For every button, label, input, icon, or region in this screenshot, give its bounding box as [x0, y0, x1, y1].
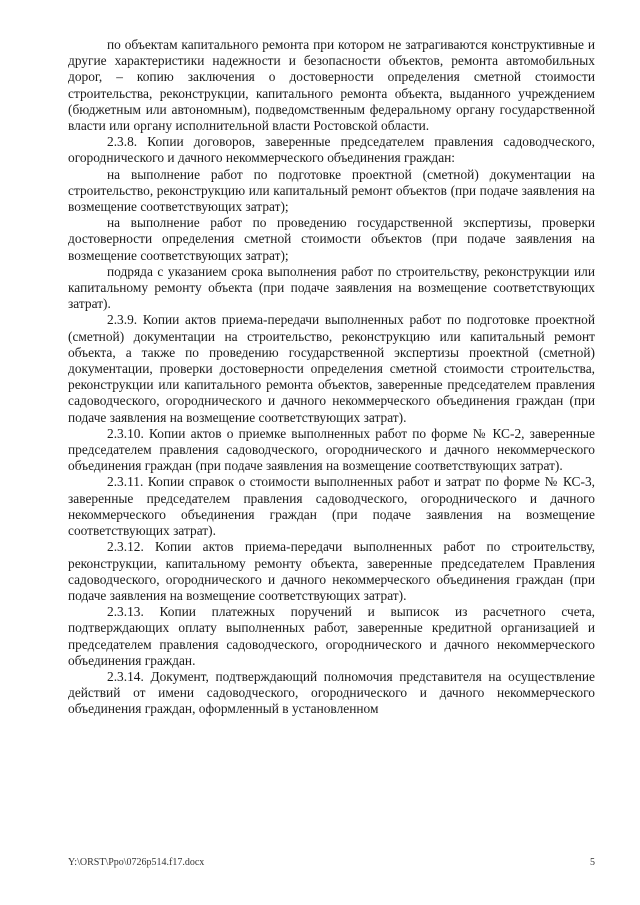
paragraph-2-3-11: 2.3.11. Копии справок о стоимости выполненных работ и затрат по форме № КС-3, заверенные председателем правления садоводческого, огороднического и дачного некоммерческого объединения граждан (при подаче заявления на возмещение соответствующих затрат). [68, 474, 595, 539]
page-number: 5 [590, 857, 595, 868]
paragraph-2-3-8-item-1: на выполнение работ по подготовке проектной (сметной) документации на строительство, реконструкцию или капитальный ремонт объектов (при подаче заявления на возмещение соответствующих затрат); [68, 166, 595, 215]
paragraph-2-3-13: 2.3.13. Копии платежных поручений и выписок из расчетного счета, подтверждающих оплату выполненных работ, заверенные кредитной организацией и председателем правления садоводческого, огороднического и дачного некоммерческого объединения граждан. [68, 604, 595, 668]
footer-file-path: Y:\ORST\Ppo\0726p514.f17.docx [68, 857, 205, 868]
paragraph-2-3-8-item-3: подряда с указанием срока выполнения работ по строительству, реконструкции или капитальному ремонту объекта (при подаче заявления на возмещение соответствующих затрат). [68, 263, 595, 312]
paragraph-2-3-14: 2.3.14. Документ, подтверждающий полномочия представителя на осуществление действий от имени садоводческого, огороднического и дачного некоммерческого объединения граждан, оформленный в установленном [68, 668, 595, 717]
paragraph-2-3-8: 2.3.8. Копии договоров, заверенные председателем правления садоводческого, огороднического и дачного некоммерческого объединения граждан: [68, 134, 595, 166]
paragraph-2-3-10: 2.3.10. Копии актов о приемке выполненных работ по форме № КС-2, заверенные председателем правления садоводческого, огороднического и дачного некоммерческого объединения граждан (при подаче заявления на возмещение соответствующих затрат). [68, 425, 595, 474]
document-body [68, 37, 595, 718]
paragraph-2-3-9: 2.3.9. Копии актов приема-передачи выполненных работ по подготовке проектной (сметной) документации на строительство, реконструкцию или капитальный ремонт объекта, а также по проведению государственной экспертизы проектной (сметной) документации, проверки достоверности определения сметной стоимости строительства, реконструкции или капитального ремонта объектов, заверенные председателем правления садоводческого, огороднического и дачного некоммерческого объединения граждан (при подаче заявления на возмещение соответствующих затрат). [68, 312, 595, 425]
paragraph-2-3-8-item-2: на выполнение работ по проведению государственной экспертизы, проверки достоверности определения сметной стоимости объектов (при подаче заявления на возмещение соответствующих затрат); [68, 215, 595, 263]
paragraph-continuation: по объектам капитального ремонта при котором не затрагиваются конструктивные и другие характеристики надежности и безопасности объектов, ремонта автомобильных дорог, – копию заключения о достоверности определения сметной стоимости строительства, реконструкции, капитального ремонта объекта, выданного учреждением (бюджетным или автономным), подведомственным федеральному органу государственной власти или органу исполнительной власти Ростовской области. [68, 37, 595, 134]
paragraph-2-3-12: 2.3.12. Копии актов приема-передачи выполненных работ по строительству, реконструкции, капитальному ремонту объекта, заверенные председателем Правления садоводческого, огороднического и дачного некоммерческого объединения граждан (при подаче заявления на возмещение соответствующих затрат). [68, 539, 595, 603]
